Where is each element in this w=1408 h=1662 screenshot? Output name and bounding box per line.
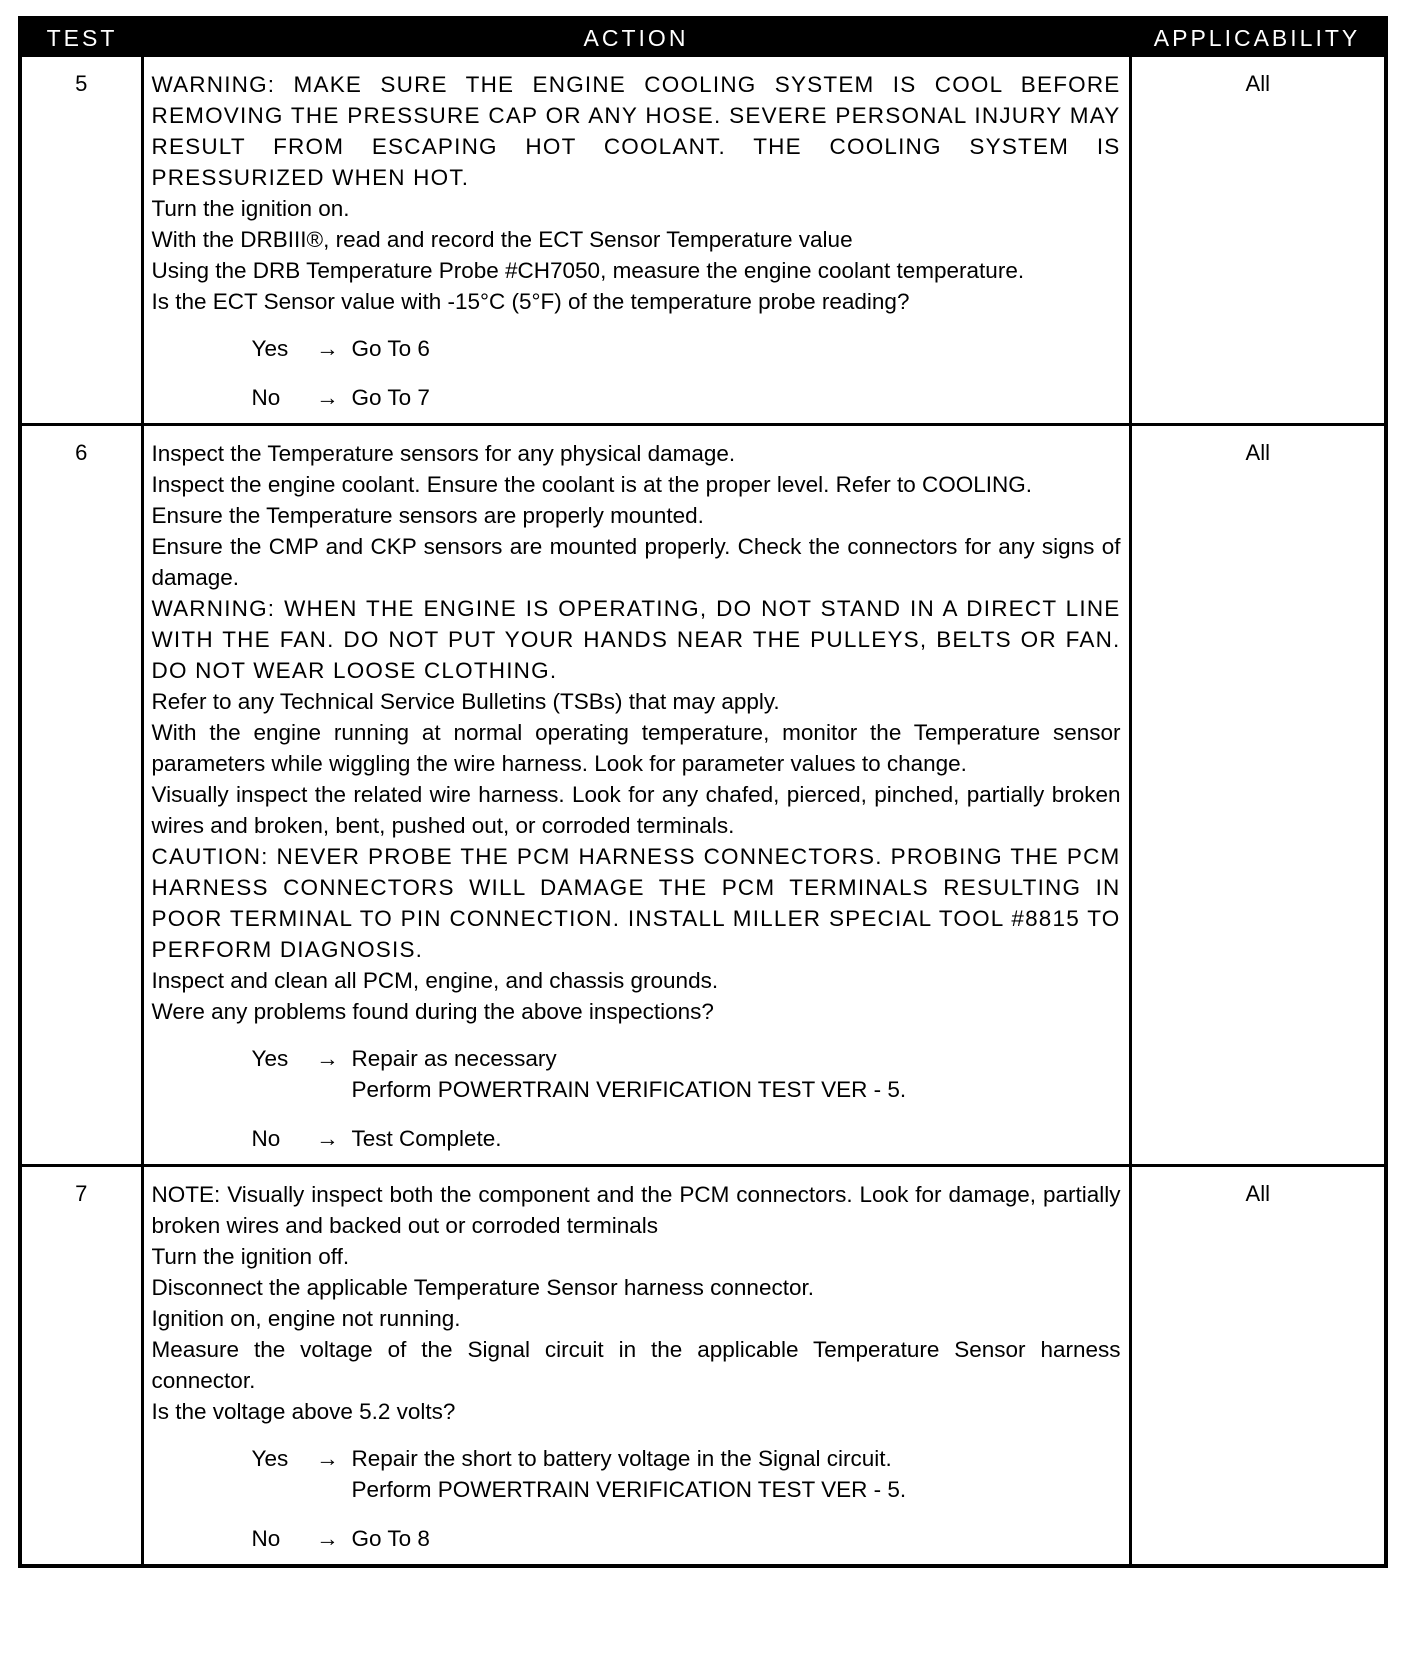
yes-answer [252, 1443, 1121, 1505]
action-step: Inspect and clean all PCM, engine, and chassis grounds. [151, 968, 719, 993]
yes-result-line: Go To 6 [351, 336, 430, 361]
no-result-line: Go To 7 [351, 385, 430, 410]
action-step: Ensure the Temperature sensors are properly mounted. [151, 503, 704, 528]
no-result [352, 1123, 1121, 1154]
yes-label: Yes [251, 1446, 289, 1471]
table-row [22, 425, 1384, 1166]
question-text: Is the ECT Sensor value with -15°C (5°F) of the temperature probe reading? [151, 289, 910, 314]
diagnostic-table-document [18, 16, 1388, 1568]
no-label: No [251, 385, 281, 410]
action-step: Inspect the Temperature sensors for any physical damage. [151, 441, 736, 466]
diagnostic-test-table [22, 20, 1384, 1564]
yes-result-line: Repair the short to battery voltage in the Signal circuit. [351, 1446, 892, 1471]
action-step: Visually inspect the related wire harness. Look for any chafed, pierced, pinched, partially broken wires and broken, bent, pushed out, or corroded terminals. [151, 782, 1121, 838]
action-step: Turn the ignition off. [151, 1244, 350, 1269]
caution-text: CAUTION: NEVER PROBE THE PCM HARNESS CONNECTORS. PROBING THE PCM HARNESS CONNECTORS WILL DAMAGE THE PCM TERMINALS RESULTING IN POOR TERMINAL TO PIN CONNECTION. INSTALL MILLER SPECIAL TOOL #8815 TO PERFORM DIAGNOSIS. [151, 844, 1121, 962]
warning-text: WARNING: MAKE SURE THE ENGINE COOLING SYSTEM IS COOL BEFORE REMOVING THE PRESSURE CAP OR ANY HOSE. SEVERE PERSONAL INJURY MAY RESULT FROM ESCAPING HOT COOLANT. THE COOLING SYSTEM IS PRESSURIZED WHEN HOT. [151, 72, 1121, 190]
yes-answer [252, 1043, 1121, 1105]
note-text: NOTE: Visually inspect both the component and the PCM connectors. Look for damage, partially broken wires and backed out or corroded terminals [151, 1182, 1121, 1238]
yes-result-line: Perform POWERTRAIN VERIFICATION TEST VER - 5. [351, 1477, 907, 1502]
action-step: Refer to any Technical Service Bulletins (TSBs) that may apply. [151, 689, 780, 714]
question-text: Were any problems found during the above inspections? [151, 999, 714, 1024]
right-arrow-icon: → [316, 1126, 339, 1151]
action-step: With the DRBIII®, read and record the ECT Sensor Temperature value [151, 227, 853, 252]
right-arrow-icon: → [316, 1046, 339, 1071]
answer-block [152, 1043, 1121, 1154]
action-step: Disconnect the applicable Temperature Sensor harness connector. [151, 1275, 814, 1300]
header-test: TEST [22, 20, 142, 57]
no-result [352, 1523, 1121, 1554]
action-cell [142, 425, 1130, 1166]
applicability-cell: All [1130, 57, 1384, 425]
no-label: No [251, 1126, 281, 1151]
action-step: Using the DRB Temperature Probe #CH7050, measure the engine coolant temperature. [151, 258, 1025, 283]
yes-result-line: Perform POWERTRAIN VERIFICATION TEST VER - 5. [351, 1077, 907, 1102]
header-row [22, 20, 1384, 57]
action-cell [142, 1166, 1130, 1565]
right-arrow-icon: → [316, 385, 339, 410]
right-arrow-icon: → [316, 336, 339, 361]
right-arrow-icon: → [316, 1446, 339, 1471]
header-applicability: APPLICABILITY [1130, 20, 1384, 57]
yes-result [352, 333, 1121, 364]
no-answer [252, 1123, 1121, 1154]
no-result [352, 382, 1121, 413]
action-step: Ignition on, engine not running. [151, 1306, 461, 1331]
warning-text: WARNING: WHEN THE ENGINE IS OPERATING, DO NOT STAND IN A DIRECT LINE WITH THE FAN. DO NOT PUT YOUR HANDS NEAR THE PULLEYS, BELTS OR FAN. DO NOT WEAR LOOSE CLOTHING. [151, 596, 1121, 683]
yes-result [352, 1443, 1121, 1505]
no-result-line: Go To 8 [351, 1526, 430, 1551]
test-number: 6 [22, 425, 142, 1166]
action-step: Inspect the engine coolant. Ensure the coolant is at the proper level. Refer to COOLING. [151, 472, 1032, 497]
no-answer [252, 382, 1121, 413]
yes-result-line: Repair as necessary [351, 1046, 557, 1071]
no-answer [252, 1523, 1121, 1554]
answer-block [152, 333, 1121, 413]
action-step: With the engine running at normal operating temperature, monitor the Temperature sensor parameters while wiggling the wire harness. Look for parameter values to change. [151, 720, 1121, 776]
action-cell [142, 57, 1130, 425]
table-row [22, 57, 1384, 425]
action-step: Ensure the CMP and CKP sensors are mounted properly. Check the connectors for any signs of damage. [151, 534, 1121, 590]
question-text: Is the voltage above 5.2 volts? [151, 1399, 456, 1424]
table-row [22, 1166, 1384, 1565]
yes-label: Yes [251, 336, 289, 361]
header-action: ACTION [142, 20, 1130, 57]
yes-result [352, 1043, 1121, 1105]
test-number: 7 [22, 1166, 142, 1565]
no-result-line: Test Complete. [351, 1126, 502, 1151]
applicability-cell: All [1130, 425, 1384, 1166]
no-label: No [251, 1526, 281, 1551]
action-step: Turn the ignition on. [151, 196, 350, 221]
applicability-cell: All [1130, 1166, 1384, 1565]
yes-answer [252, 333, 1121, 364]
right-arrow-icon: → [316, 1526, 339, 1551]
answer-block [152, 1443, 1121, 1554]
test-number: 5 [22, 57, 142, 425]
yes-label: Yes [251, 1046, 289, 1071]
action-step: Measure the voltage of the Signal circuit in the applicable Temperature Sensor harness connector. [151, 1337, 1121, 1393]
